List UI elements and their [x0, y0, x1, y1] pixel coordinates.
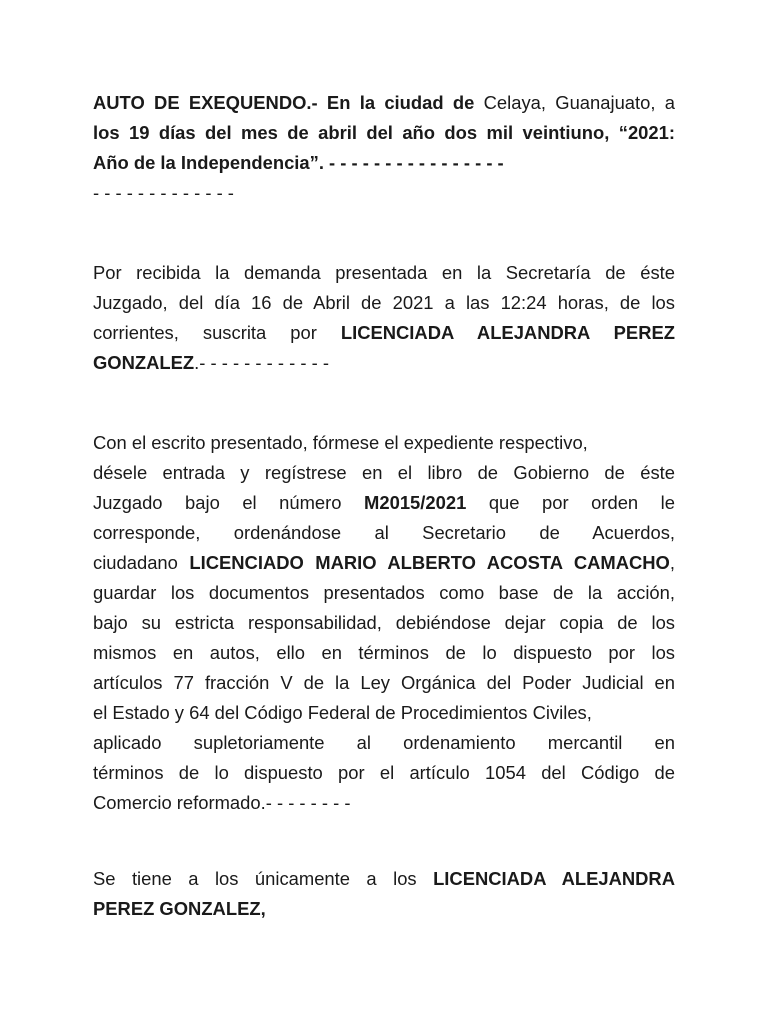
- text-line: [93, 318, 675, 348]
- text-line: [93, 698, 675, 728]
- dash-filler: - - - - - - - - - - - - -: [93, 182, 234, 203]
- text: Con el escrito presentado, fórmese el expediente respectivo,: [93, 432, 588, 453]
- text-line: [93, 258, 675, 288]
- text: Juzgado bajo el número: [93, 492, 365, 513]
- text: mismos en autos, ello en términos de lo dispuesto por los: [93, 642, 675, 663]
- text: corresponde, ordenándose al Secretario de Acuerdos,: [93, 522, 675, 543]
- paragraph-received: [93, 258, 675, 378]
- text-line: [93, 758, 675, 788]
- text: bajo su estricta responsabilidad, debiéndose dejar copia de los: [93, 612, 675, 633]
- text: artículos 77 fracción V de la Ley Orgánica del Poder Judicial en: [93, 672, 675, 693]
- case-number: M2015/2021: [364, 492, 467, 513]
- text-line: [93, 728, 675, 758]
- text-line: [93, 348, 675, 378]
- text-line: [93, 608, 675, 638]
- dash-filler: .- - - - - - - - - - - -: [194, 352, 329, 373]
- text-line: [93, 578, 675, 608]
- text: Comercio reformado.- - - - - - - -: [93, 792, 351, 813]
- text-line: [93, 638, 675, 668]
- text: Juzgado, del día 16 de Abril de 2021 a las 12:24 horas, de los: [93, 292, 675, 313]
- bold-text: los 19 días del mes de abril del año dos mil veintiuno, “2021:: [93, 122, 675, 143]
- bold-text: LICENCIADA ALEJANDRA: [433, 868, 675, 889]
- text-line: [93, 864, 675, 894]
- paragraph-registration: [93, 428, 675, 818]
- text: Celaya, Guanajuato, a: [474, 92, 675, 113]
- text-line: [93, 458, 675, 488]
- text-line: [93, 148, 675, 178]
- text: Por recibida la demanda presentada en la Secretaría de éste: [93, 262, 675, 283]
- paragraph-parties: [93, 864, 675, 924]
- text: corrientes, suscrita por: [93, 322, 341, 343]
- bold-text: LICENCIADO MARIO ALBERTO ACOSTA CAMACHO: [189, 552, 670, 573]
- text-line: [93, 428, 675, 458]
- bold-text: LICENCIADA ALEJANDRA PEREZ: [340, 322, 675, 343]
- text-line: [93, 178, 675, 208]
- text: guardar los documentos presentados como base de la acción,: [93, 582, 675, 603]
- text: que por orden le: [466, 492, 675, 513]
- text-line: [93, 118, 675, 148]
- text-line: [93, 88, 675, 118]
- text: ,: [669, 552, 675, 573]
- bold-text: AUTO DE EXEQUENDO.- En la ciudad de: [93, 92, 475, 113]
- text-line: [93, 548, 675, 578]
- text: désele entrada y regístrese en el libro de Gobierno de éste: [93, 462, 675, 483]
- text-line: [93, 668, 675, 698]
- text: aplicado supletoriamente al ordenamiento mercantil en: [93, 732, 675, 753]
- text: términos de lo dispuesto por el artículo 1054 del Código de: [93, 762, 675, 783]
- text-line: [93, 488, 675, 518]
- text: ciudadano: [93, 552, 190, 573]
- bold-text: Año de la Independencia”. - - - - - - - - - - - - - - - -: [93, 152, 504, 173]
- bold-text: GONZALEZ: [93, 352, 195, 373]
- text-line: [93, 518, 675, 548]
- text: Se tiene a los únicamente a los: [93, 868, 434, 889]
- text-line: [93, 288, 675, 318]
- text-line: [93, 894, 675, 924]
- bold-text: PEREZ GONZALEZ,: [93, 898, 266, 919]
- text-line: [93, 788, 675, 818]
- text: el Estado y 64 del Código Federal de Procedimientos Civiles,: [93, 702, 592, 723]
- paragraph-header: [93, 88, 675, 208]
